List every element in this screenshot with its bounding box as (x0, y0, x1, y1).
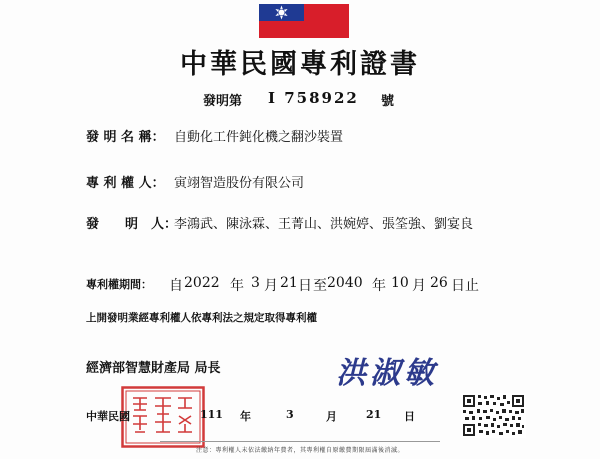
term-year-unit-1: 年 (230, 278, 244, 294)
issue-date-day: 21 (366, 408, 382, 421)
term-month-unit-1: 月 (264, 278, 278, 294)
term-day-unit-1: 日 (298, 278, 312, 294)
term-end-word: 日止 (451, 278, 479, 294)
patent-number-label: 發明第 (203, 94, 243, 109)
footer-note: 注意：專利權人未依法繳納年費者，其專利權自原繳費期限屆滿後消滅。 (195, 447, 404, 454)
patent-number: I 758922 (268, 89, 359, 107)
term-label: 專利權期間： (86, 278, 152, 291)
invention-name: 自動化工件鈍化機之翻沙裝置 (174, 130, 344, 145)
invention-name-label: 發 明 名 稱： (86, 130, 165, 145)
issue-date-year-unit: 年 (240, 410, 251, 423)
inventor-label: 發 明 人： (86, 217, 178, 232)
inventor-names: 李鴻武、陳泳霖、王菁山、洪婉婷、張筌強、劉宴良 (174, 217, 474, 232)
issuer-title: 經濟部智慧財產局 局長 (86, 361, 221, 376)
issue-date-month: 3 (286, 408, 294, 421)
issue-date-day-unit: 日 (404, 410, 415, 423)
term-to-day: 26 (430, 275, 448, 291)
patent-number-row (0, 90, 600, 108)
qr-code-icon (461, 393, 526, 438)
footer-divider (160, 441, 440, 442)
term-to-month: 10 (391, 275, 409, 291)
patentee-label: 專 利 權 人： (86, 176, 165, 191)
term-to-year: 2040 (327, 275, 363, 291)
term-from-year: 2022 (184, 275, 220, 291)
issue-date-year: 111 (200, 408, 223, 421)
term-from-month: 3 (251, 275, 260, 291)
director-signature: 洪淑敏 (336, 356, 438, 391)
patent-number-suffix: 號 (381, 94, 395, 109)
official-seal (121, 386, 205, 448)
term-year-unit-2: 年 (372, 278, 386, 294)
issue-date-era: 中華民國 (86, 410, 130, 423)
term-month-unit-2: 月 (412, 278, 426, 294)
flag-icon (259, 4, 349, 38)
term-to-word: 至 (313, 278, 327, 294)
patentee-name: 寅翊智造股份有限公司 (174, 176, 305, 191)
issue-date-month-unit: 月 (326, 410, 337, 423)
term-from-day: 21 (280, 275, 298, 291)
certificate-title: 中華民國專利證書 (180, 49, 420, 80)
term-from-prefix: 自 (169, 278, 183, 294)
grant-statement: 上開發明業經專利權人依專利法之規定取得專利權 (86, 312, 317, 324)
